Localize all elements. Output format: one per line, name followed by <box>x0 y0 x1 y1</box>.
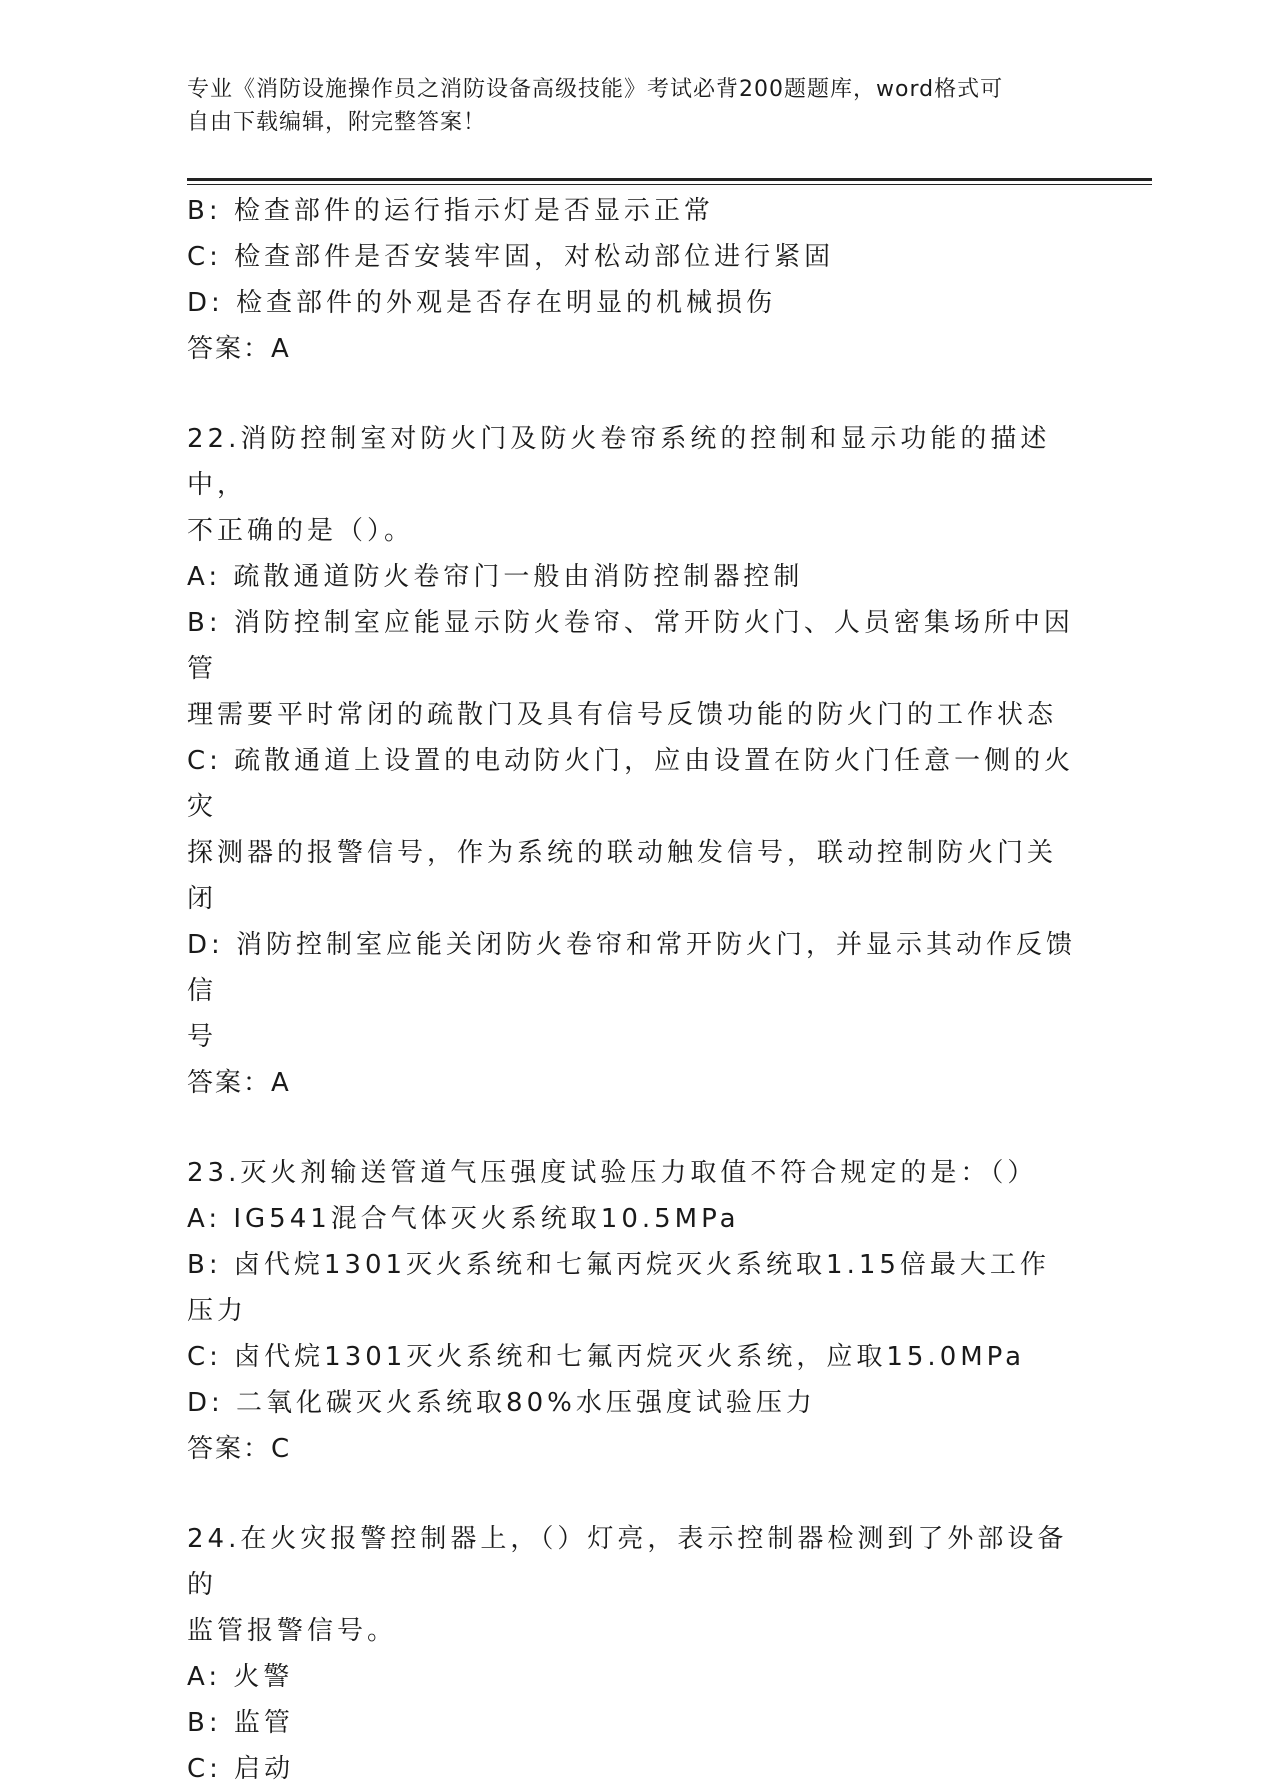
option-d: D: 消防控制室应能关闭防火卷帘和常开防火门，并显示其动作反馈信 <box>187 930 1077 1006</box>
option-a: A: IG541混合气体灭火系统取10.5MPa <box>187 1204 740 1234</box>
option-c-cont: 探测器的报警信号，作为系统的联动触发信号，联动控制防火门关闭 <box>187 838 1058 914</box>
option-d: D: 二氧化碳灭火系统取80%水压强度试验压力 <box>187 1388 816 1418</box>
question-22 <box>187 416 1077 1106</box>
option-c: C: 启动 <box>187 1754 295 1784</box>
question-stem-cont: 不正确的是（）。 <box>187 516 415 546</box>
question-23 <box>187 1150 1077 1472</box>
option-a: A: 火警 <box>187 1662 294 1692</box>
option-c: C: 卤代烷1301灭火系统和七氟丙烷灭火系统，应取15.0MPa <box>187 1342 1026 1372</box>
question-stem: 23.灭火剂输送管道气压强度试验压力取值不符合规定的是：（） <box>187 1158 1038 1188</box>
option-d-cont: 号 <box>187 1022 218 1052</box>
document-header <box>187 73 1067 139</box>
option-b: B: 检查部件的运行指示灯是否显示正常 <box>187 196 714 226</box>
question-21-tail <box>187 188 1077 372</box>
option-d: D: 检查部件的外观是否存在明显的机械损伤 <box>187 288 777 318</box>
option-b-cont: 理需要平时常闭的疏散门及具有信号反馈功能的防火门的工作状态 <box>187 700 1058 730</box>
option-b: B: 监管 <box>187 1708 294 1738</box>
header-line-2: 自由下载编辑，附完整答案！ <box>187 110 487 135</box>
option-c: C: 疏散通道上设置的电动防火门，应由设置在防火门任意一侧的火灾 <box>187 746 1075 822</box>
option-a: A: 疏散通道防火卷帘门一般由消防控制器控制 <box>187 562 804 592</box>
question-stem-cont: 监管报警信号。 <box>187 1616 398 1646</box>
header-divider-thick <box>187 178 1152 181</box>
answer: 答案：A <box>187 1068 291 1098</box>
option-b: B: 消防控制室应能显示防火卷帘、常开防火门、人员密集场所中因管 <box>187 608 1074 684</box>
question-stem: 22.消防控制室对防火门及防火卷帘系统的控制和显示功能的描述中， <box>187 424 1051 500</box>
question-stem: 24.在火灾报警控制器上，（）灯亮，表示控制器检测到了外部设备的 <box>187 1524 1068 1600</box>
answer: 答案：A <box>187 334 291 364</box>
option-c: C: 检查部件是否安装牢固，对松动部位进行紧固 <box>187 242 835 272</box>
header-line-1: 专业《消防设施操作员之消防设备高级技能》考试必背200题题库，word格式可 <box>187 77 1004 102</box>
header-divider-thin <box>187 184 1152 185</box>
document-body <box>187 188 1077 1792</box>
question-24 <box>187 1516 1077 1792</box>
option-b: B: 卤代烷1301灭火系统和七氟丙烷灭火系统取1.15倍最大工作压力 <box>187 1250 1050 1326</box>
answer: 答案：C <box>187 1434 292 1464</box>
